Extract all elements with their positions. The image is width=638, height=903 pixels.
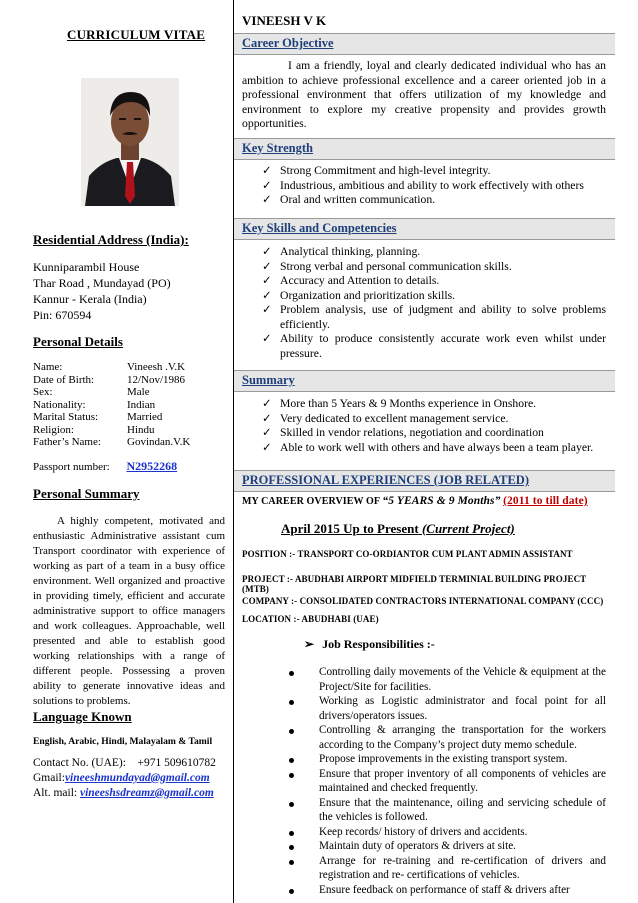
project-period: [281, 521, 515, 537]
check-icon: ✓: [262, 274, 272, 287]
check-icon: ✓: [262, 178, 272, 192]
detail-key: Date of Birth:: [33, 373, 95, 386]
detail-key: Father’s Name:: [33, 436, 101, 448]
career-objective-text: I am a friendly, loyal and clearly dedicated individual who has an ambition to achieve professional excellence and a career oriented job in a professional environment that offers utilization of my knowledge and environment to explore my creative propensity and provides growth opportunities.: [242, 59, 606, 130]
list-item: Arrange for re-training and re-certification of drivers and registration and re- certifications of vehicles.: [304, 854, 606, 883]
check-icon: ✓: [262, 288, 272, 302]
bullet-icon: [289, 831, 294, 836]
list-item: ✓ Organization and prioritization skills.: [262, 288, 456, 302]
profile-photo: [81, 78, 179, 206]
overview-years: “5 YEARS & 9 Months”: [382, 495, 501, 507]
bullet-icon: [289, 729, 294, 734]
detail-value: Govindan.V.K: [127, 436, 191, 448]
bullet-icon: [289, 802, 294, 807]
gmail-label: Gmail:: [33, 772, 65, 784]
column-divider: [233, 0, 234, 903]
list-item: ✓ Able to work well with others and have always been a team player.: [262, 440, 594, 454]
alt-mail-label: Alt. mail:: [33, 787, 78, 799]
detail-key: Marital Status:: [33, 411, 99, 423]
detail-row: [33, 424, 190, 437]
bullet-icon: [289, 845, 294, 850]
list-item: Working as Logistic administrator and focal point for all drivers/operators issues.: [304, 694, 606, 723]
check-icon: ✓: [262, 440, 272, 454]
address-line: Pin: 670594: [33, 308, 92, 322]
language-heading: Language Known: [33, 709, 132, 724]
experience-bar: [234, 470, 615, 492]
bullet-icon: [289, 758, 294, 763]
check-icon: ✓: [262, 426, 272, 439]
detail-value: Indian: [127, 398, 156, 411]
passport-row: [33, 460, 177, 474]
detail-value: Married: [127, 411, 163, 423]
responsibilities-heading: Job Responsibilities :-: [322, 637, 435, 651]
check-icon: ✓: [262, 397, 272, 410]
responsibilities-heading-row: [304, 637, 435, 652]
candidate-name: VINEESH V K: [242, 13, 327, 28]
languages: English, Arabic, Hindi, Malayalam & Tamil: [33, 736, 213, 747]
detail-row: [33, 411, 190, 424]
key-strength-bar: [234, 138, 615, 160]
detail-key: Name:: [33, 361, 63, 373]
passport-number: N2952268: [126, 459, 178, 473]
overview-prefix: MY CAREER OVERVIEW OF: [242, 496, 383, 507]
experience-heading: PROFESSIONAL EXPERIENCES (JOB RELATED): [242, 473, 529, 487]
period-dates: April 2015 Up to Present: [281, 521, 419, 536]
summary-heading: Summary: [242, 373, 295, 387]
detail-key: Religion:: [33, 423, 74, 436]
period-status: (Current Project): [421, 521, 515, 536]
detail-row: [33, 436, 190, 449]
bullet-icon: [289, 671, 294, 676]
detail-row: [33, 386, 190, 399]
list-item: Keep records/ history of drivers and accidents.: [304, 825, 606, 840]
alt-mail-link[interactable]: vineeshsdreamz@gmail.com: [79, 787, 214, 799]
list-item: Maintain duty of operators & drivers at site.: [304, 839, 606, 854]
bullet-icon: [289, 773, 294, 778]
list-item: Controlling daily movements of the Vehicle & equipment at the Project/Site for facilities.: [304, 665, 606, 694]
address-block: [33, 259, 171, 323]
list-item: ✓ Very dedicated to excellent management service.: [262, 411, 509, 425]
bullet-icon: [289, 889, 294, 894]
career-overview: [242, 495, 588, 507]
overview-dates: (2011 to till date): [503, 495, 588, 507]
contact-block: [33, 756, 216, 801]
contact-label: Contact No. (UAE):: [33, 757, 126, 769]
project-line: PROJECT :- ABUDHABI AIRPORT MIDFIELD TERMINIAL BUILDING PROJECT (MTB): [242, 574, 587, 594]
list-item: Ensure that the maintenance, oiling and servicing schedule of the vehicles is followed.: [304, 796, 606, 825]
check-icon: ✓: [262, 303, 272, 316]
list-item: ✓ Industrious, ambitious and ability to work effectively with others: [262, 178, 584, 192]
check-icon: ✓: [262, 193, 272, 206]
address-line: Kannur - Kerala (India): [33, 292, 147, 306]
check-icon: ✓: [262, 259, 272, 273]
detail-row: [33, 361, 190, 374]
summary-list: [262, 397, 606, 455]
list-item: Controlling & arranging the transportation for the workers according to the Company’s project duty memo schedule.: [304, 723, 606, 752]
key-skills-list: [262, 245, 606, 361]
list-item: ✓ Skilled in vendor relations, negotiation and coordination: [262, 426, 544, 439]
check-icon: ✓: [262, 411, 272, 425]
detail-value: Vineesh .V.K: [127, 361, 186, 373]
responsibilities-list: [304, 665, 606, 897]
career-objective-bar: [234, 33, 615, 55]
company-line: COMPANY :- CONSOLIDATED CONTRACTORS INTERNATIONAL COMPANY (CCC): [242, 596, 604, 606]
key-strength-list: [262, 164, 606, 208]
list-item: ✓ Strong verbal and personal communication skills.: [262, 259, 512, 273]
list-item: ✓ Analytical thinking, planning.: [262, 245, 421, 258]
check-icon: ✓: [262, 245, 272, 258]
address-line: Kunniparambil House: [33, 260, 140, 274]
summary-bar: [234, 370, 615, 392]
contact-number: +971 509610782: [137, 757, 216, 769]
personal-summary-heading: Personal Summary: [33, 486, 140, 501]
detail-key: Nationality:: [33, 398, 86, 411]
list-item: ✓ Strong Commitment and high-level integrity.: [262, 164, 491, 177]
position-line: POSITION :- TRANSPORT CO-ORDIANTOR CUM PLANT ADMIN ASSISTANT: [242, 549, 573, 559]
detail-key: Sex:: [33, 386, 53, 398]
gmail-row: [33, 771, 216, 786]
detail-row: [33, 374, 190, 387]
personal-details-heading: Personal Details: [33, 334, 123, 349]
list-item: ✓ Accuracy and Attention to details.: [262, 274, 440, 287]
cv-title: CURRICULUM VITAE: [67, 27, 206, 42]
detail-row: [33, 399, 190, 412]
detail-value: Hindu: [127, 423, 155, 436]
check-icon: ✓: [262, 332, 272, 345]
personal-summary-text: A highly competent, motivated and enthusiastic Administrative assistant cum Transport coordinator with experience of working as part of a team in a busy office environment. Well organized and proactive in providing timely, efficient and accurate administrative support to office managers and work colleagues. Approachable, well presented and able to establish good working relationships with a range of different people. Possessing a proven ability to generate innovative ideas and solutions to problems.: [33, 515, 225, 707]
career-objective-heading: Career Objective: [242, 36, 334, 50]
contact-row: [33, 756, 216, 771]
key-skills-bar: [234, 218, 615, 240]
location-line: LOCATION :- ABUDHABI (UAE): [242, 614, 379, 624]
personal-details-table: [33, 361, 190, 449]
list-item: ✓ Problem analysis, use of judgment and ability to solve problems efficiently.: [262, 303, 606, 331]
gmail-link[interactable]: vineeshmundayad@gmail.com: [64, 772, 210, 784]
passport-label: Passport number:: [33, 461, 110, 473]
list-item: Ensure feedback on performance of staff & drivers after: [304, 883, 606, 898]
check-icon: ✓: [262, 164, 272, 177]
alt-mail-row: [33, 786, 216, 801]
list-item: ✓ Oral and written communication.: [262, 193, 436, 206]
bullet-icon: [289, 700, 294, 705]
detail-value: 12/Nov/1986: [127, 373, 186, 386]
detail-value: Male: [127, 386, 150, 398]
list-item: ✓ More than 5 Years & 9 Months experience in Onshore.: [262, 397, 537, 410]
bullet-icon: [289, 860, 294, 865]
key-skills-heading: Key Skills and Competencies: [242, 221, 397, 235]
list-item: Propose improvements in the existing transport system.: [304, 752, 606, 767]
list-item: Ensure that proper inventory of all components of vehicles are maintained and checked frequently.: [304, 767, 606, 796]
address-heading: Residential Address (India):: [33, 232, 189, 247]
arrow-bullet-icon: ➢: [304, 637, 315, 651]
key-strength-heading: Key Strength: [242, 141, 313, 155]
list-item: ✓ Ability to produce consistently accurate work even whilst under pressure.: [262, 332, 606, 360]
address-line: Thar Road , Mundayad (PO): [33, 276, 171, 290]
